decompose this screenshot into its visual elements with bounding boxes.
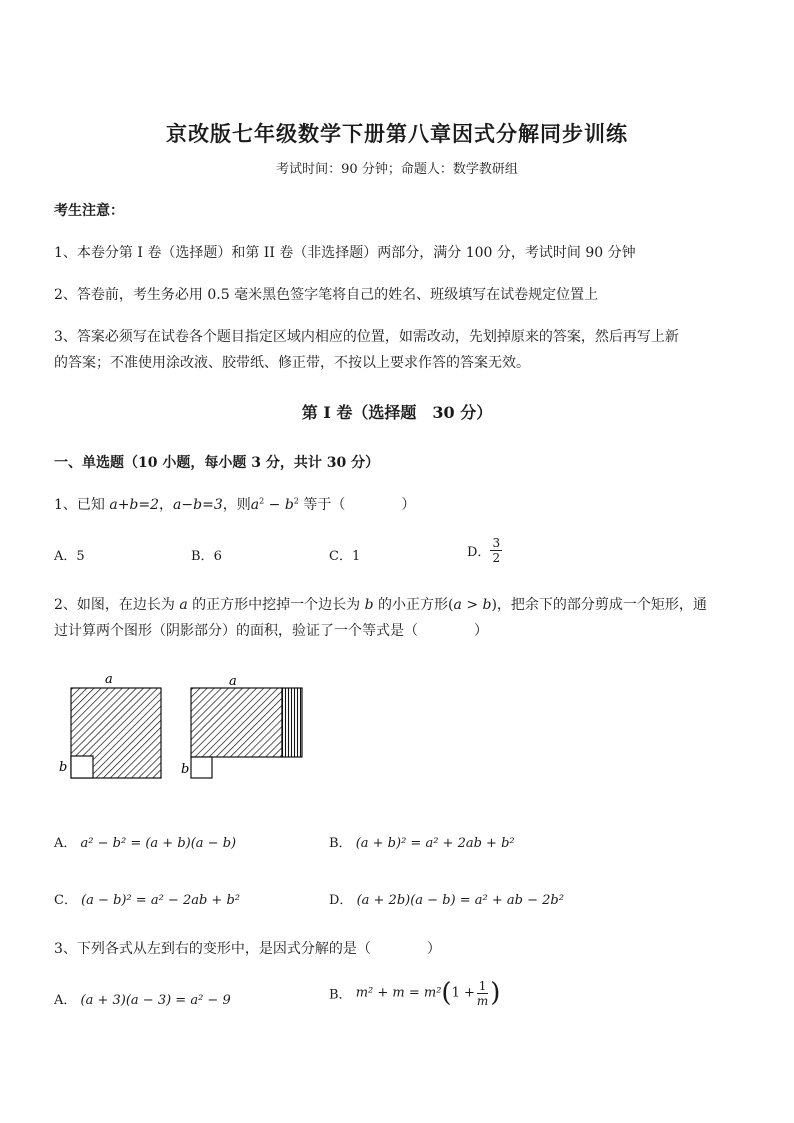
q2-option-b[interactable] [329,832,515,851]
notice-item-2: 2、答卷前，考生务必用 0.5 毫米黑色签字笔将自己的姓名、班级填写在试卷规定位置上 [54,287,599,303]
option-label: C． [329,549,352,564]
option-value-left: m² + m = m² [355,985,442,1001]
q3-option-a[interactable] [54,989,231,1008]
notice-heading: 考生注意： [54,203,124,219]
q1-prefix: 1、已知 [54,497,110,513]
fraction-denominator: m [476,993,489,1008]
option-value: 5 [76,549,85,564]
q2-option-a[interactable] [54,832,236,851]
figure-2-label-a: a [229,674,237,689]
q2-text-d: )，把余下的部分剪成一个矩形，通 [491,597,707,613]
q2-text-a: 2、如图，在边长为 [54,597,180,613]
q2-option-c[interactable] [54,889,240,908]
question-2-line-1 [54,594,707,614]
q2-var-a: a [179,597,188,613]
q1-exp-b: 2 [293,496,299,506]
q2-figure [50,668,320,786]
fraction-denominator: 2 [492,551,501,565]
q1-expr-a: a [250,497,260,513]
notice-item-3-line-1: 3、答案必须写在试卷各个题目指定区域内相应的位置，如需改动，先划掉原来的答案，然后再写上新 [54,329,679,345]
paren-open: ( [441,978,452,1008]
option-label: A． [54,993,77,1008]
q2-cond: a > b [453,597,492,613]
question-1-stem: 1、已知 a+b=2，a−b=3，则$a^2 - b^2$ 等于（ ） [54,496,416,513]
option-value: (a + b)² = a² + 2ab + b² [355,836,515,851]
part-heading: 一、单选题（10 小题，每小题 3 分，共计 30 分） [54,455,380,471]
q2-text-c: 的小正方形( [373,597,454,613]
option-label: B． [329,836,352,851]
fraction [490,536,502,565]
q1-expr-b: b [284,497,294,513]
option-value: a² − b² = (a + b)(a − b) [80,836,237,851]
option-label: D． [467,545,491,560]
q1-suffix: 等于（ ） [298,497,416,513]
option-value: (a + 3)(a − 3) = a² − 9 [80,993,231,1008]
q1-option-d[interactable] [467,536,502,565]
option-label: D． [329,893,353,908]
q1-cond-1: a+b=2 [109,497,160,513]
q2-option-d[interactable] [329,889,564,908]
q1-option-a[interactable] [54,545,85,564]
q2-var-b: b [364,597,374,613]
figure-1-label-a: a [105,672,113,687]
option-label: B． [191,549,214,564]
q1-minus: − [264,497,285,513]
option-value-term: 1 + [451,985,475,1001]
option-value: 6 [213,549,222,564]
figure-2-rectangle [191,688,302,778]
option-label: B． [329,987,352,1003]
option-value: 1 [351,549,361,564]
fraction [475,979,490,1008]
document-title: 京改版七年级数学下册第八章因式分解同步训练 [166,121,628,146]
section-title: 第 I 卷（选择题 30 分） [301,403,493,422]
q2-text-b: 的正方形中挖掉一个边长为 [187,597,365,613]
q3-option-b[interactable] [329,978,500,1008]
q1-ask: ，则 [222,497,251,513]
q1-cond-2: a−b=3 [173,497,223,513]
figure-1-label-b: b [59,760,68,775]
option-label: C． [54,893,77,908]
paren-close: ) [490,978,501,1008]
notice-item-3-line-2: 的答案；不准使用涂改液、胶带纸、修正带，不按以上要求作答的答案无效。 [54,355,530,371]
question-2-line-2: 过计算两个图形（阴影部分）的面积，验证了一个等式是（ ） [54,623,488,639]
figure-2-label-b: b [181,762,190,777]
question-3-stem: 3、下列各式从左到右的变形中，是因式分解的是（ ） [54,941,441,957]
notice-item-1: 1、本卷分第 I 卷（选择题）和第 II 卷（非选择题）两部分，满分 100 分，考试时间 90 分钟 [54,245,636,261]
option-label: A． [54,549,77,564]
option-value: (a − b)² = a² − 2ab + b² [81,893,240,908]
figure-1-square [71,688,161,778]
q1-exp-a: 2 [259,496,265,506]
document-subtitle: 考试时间：90 分钟；命题人：数学教研组 [276,162,518,177]
option-label: A． [54,836,77,851]
q1-option-c[interactable] [329,545,360,564]
q1-option-b[interactable] [191,545,222,564]
fraction-numerator: 1 [478,978,487,993]
option-value: (a + 2b)(a − b) = a² + ab − 2b² [356,893,564,908]
fraction-numerator: 3 [492,536,501,550]
